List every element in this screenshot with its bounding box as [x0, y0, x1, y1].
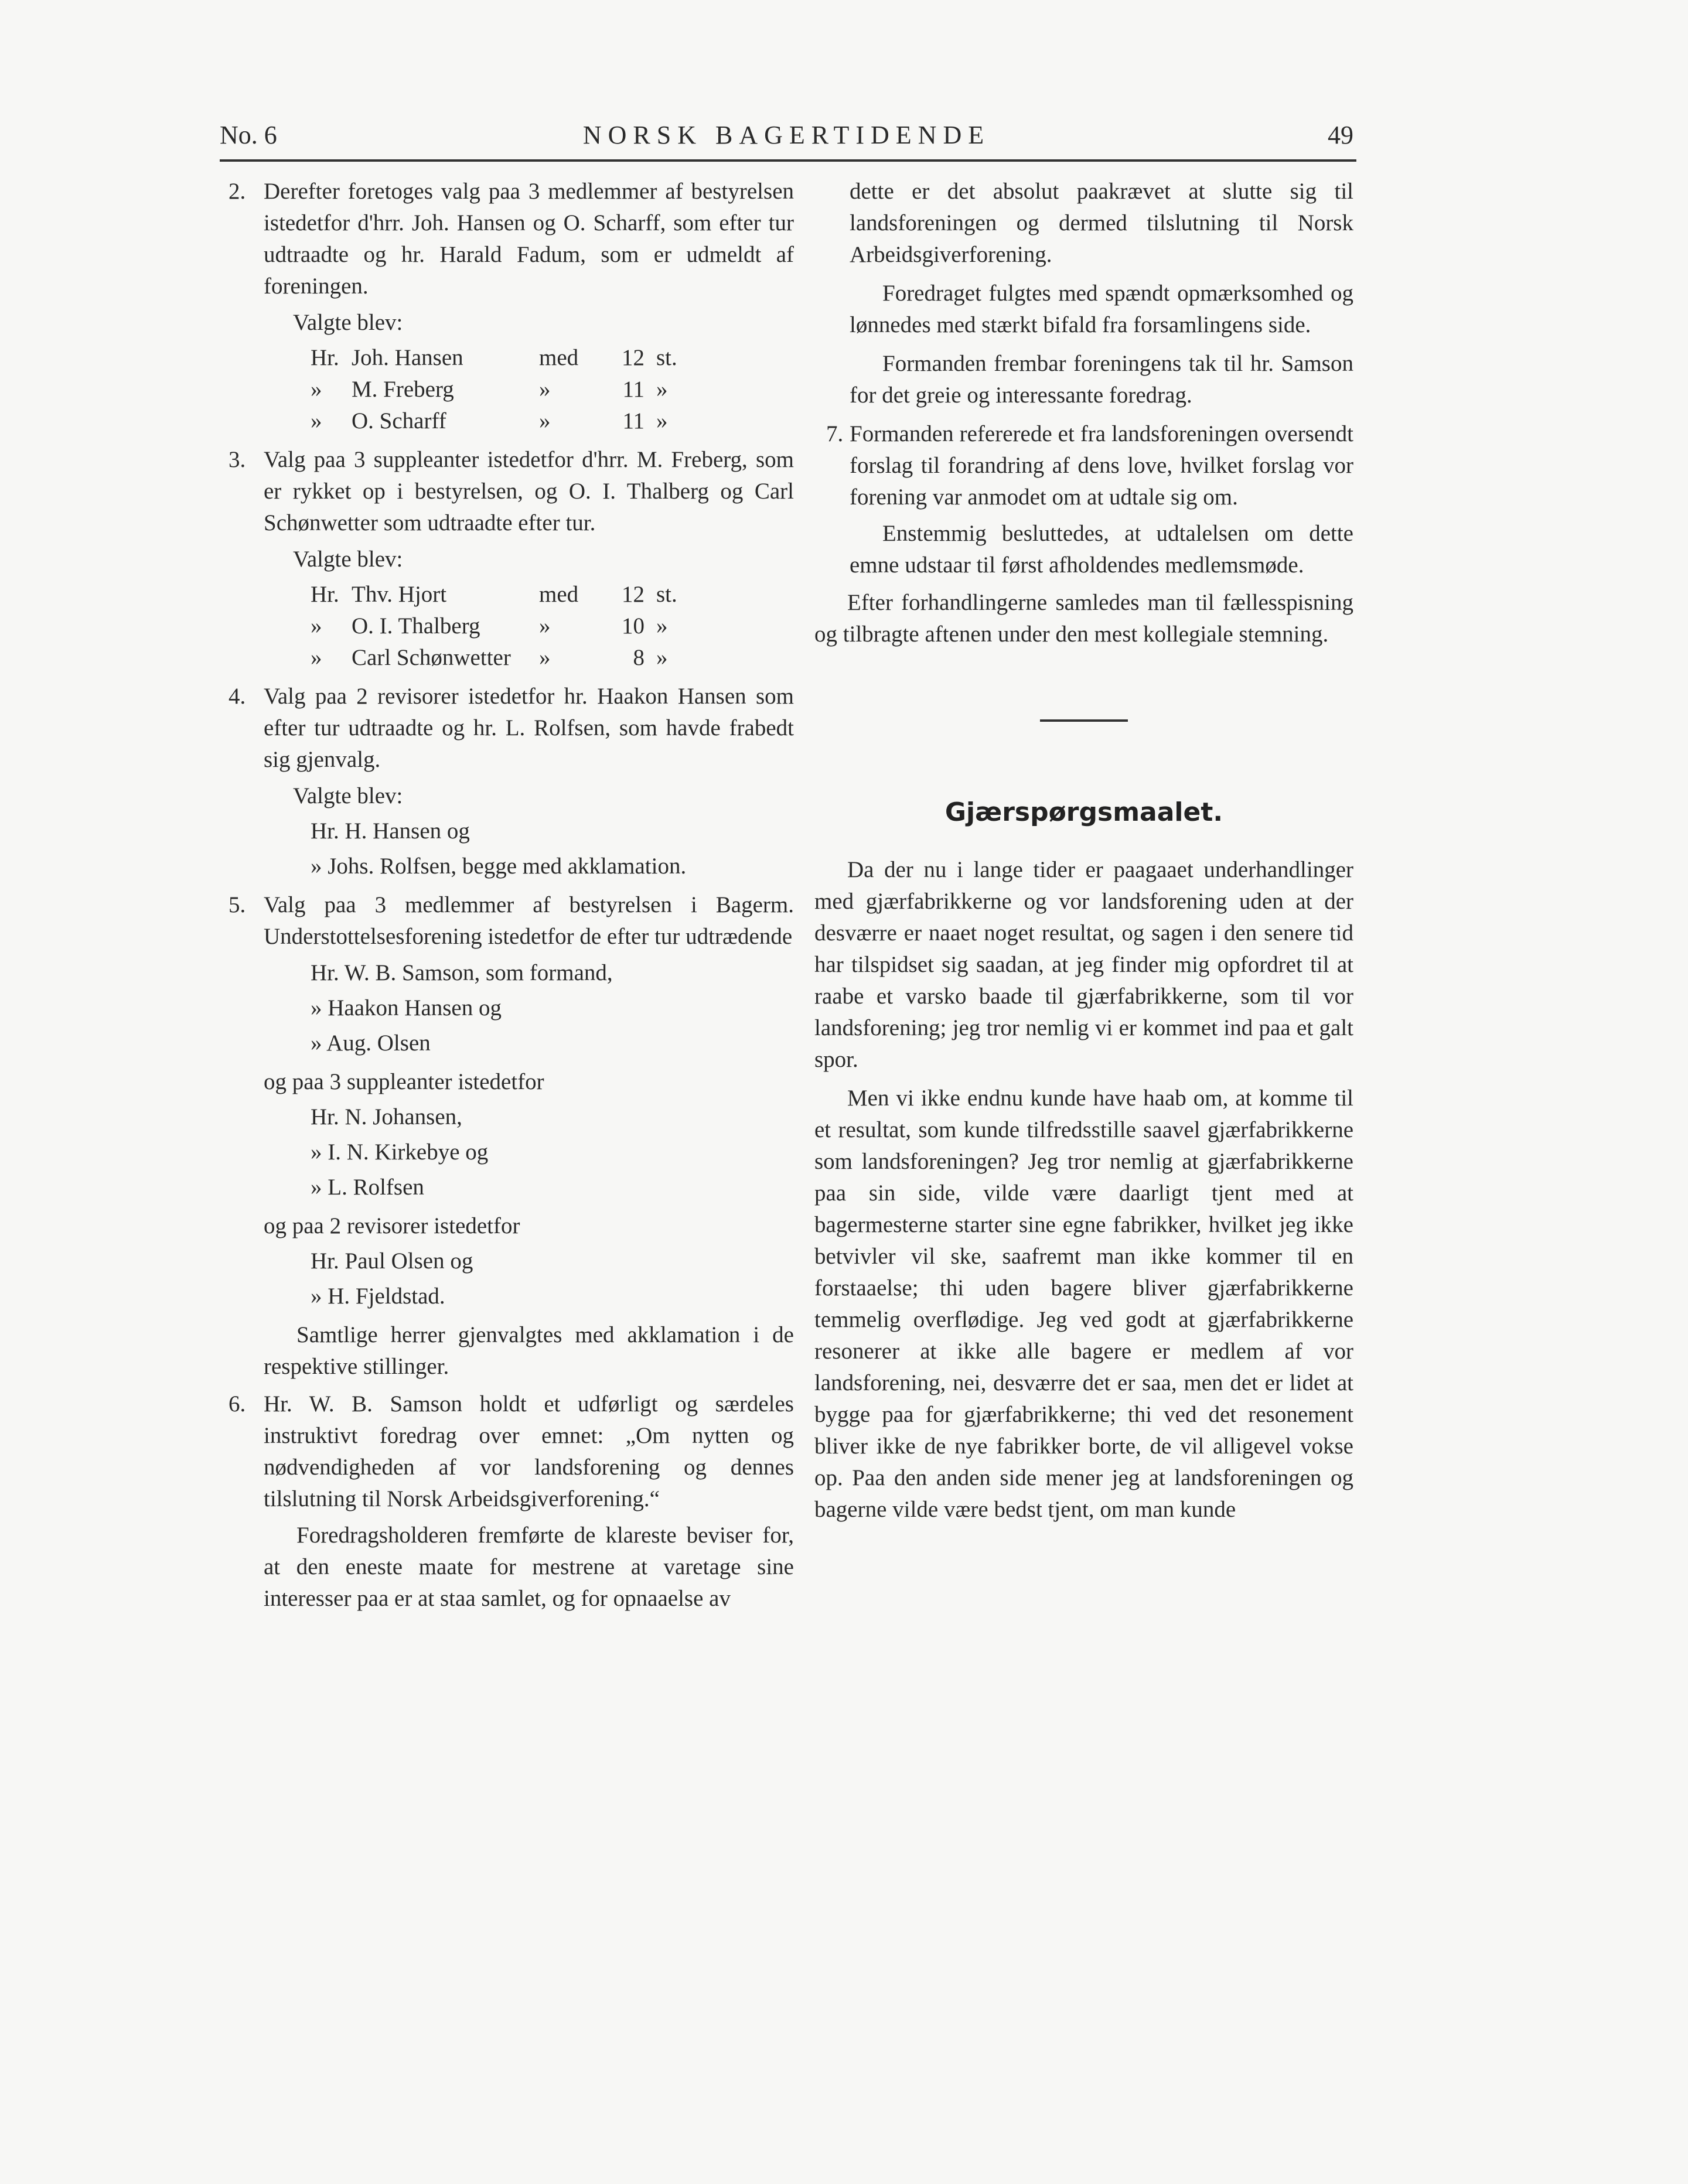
agenda-item-7: [814, 418, 1353, 581]
vote-prefix: »: [311, 377, 322, 402]
vote-prefix: Hr.: [311, 582, 339, 607]
vote-table: [311, 579, 794, 674]
paragraph: Efter forhandlingerne samledes man til fællesspisning og tilbragte aftenen under den mest kollegiale stemning.: [814, 590, 1353, 647]
vote-prefix: »: [311, 408, 322, 434]
vote-unit: st.: [656, 345, 677, 370]
substitute-line: » L. Rolfsen: [311, 1175, 424, 1200]
agenda-item-6: [229, 1388, 794, 1615]
vote-row: [311, 374, 794, 405]
issue-number: No. 6: [220, 121, 277, 149]
paragraph: Foredraget fulgtes med spændt opmærksomhed og lønnedes med stærkt bifald fra forsamlingens side.: [850, 281, 1353, 337]
candidate-name: Thv. Hjort: [352, 582, 447, 607]
elected-label: Valgte blev:: [293, 310, 403, 335]
board-line: » Aug. Olsen: [311, 1030, 431, 1056]
vote-count: 12: [622, 582, 644, 607]
elected-line: » Johs. Rolfsen, begge med akklamation.: [311, 854, 687, 879]
candidate-name: Joh. Hansen: [352, 345, 463, 370]
vote-count: 8: [633, 645, 644, 670]
elected-label: Valgte blev:: [293, 783, 403, 808]
agenda-item-3: [229, 444, 794, 674]
substitutes-list: [311, 1101, 794, 1203]
item-text: Hr. W. B. Samson holdt et udførligt og særdeles instruktivt foredrag over emnet: „Om nytten og nødvendigheden af vor landsforening og dennes tilslutning til Norsk Arbeidsgiverforening.“: [264, 1391, 794, 1511]
item-number: 6.: [229, 1391, 246, 1417]
item-text: Valg paa 3 medlemmer af bestyrelsen i Bagerm. Understottelsesforening istedetfor de efter tur udtrædende: [264, 892, 794, 949]
vote-unit: st.: [656, 582, 677, 607]
vote-unit: »: [656, 377, 668, 402]
elected-list: [311, 815, 794, 882]
agenda-item-4: [229, 681, 794, 882]
auditors-label: og paa 2 revisorer istedetfor: [264, 1213, 520, 1238]
vote-unit: »: [656, 408, 668, 434]
board-line: Hr. W. B. Samson, som formand,: [311, 960, 613, 985]
left-column: [229, 176, 794, 1620]
section-divider: [1040, 719, 1128, 722]
item-text: Valg paa 3 suppleanter istedetfor d'hrr. M. Freberg, som er rykket op i bestyrelsen, og O. I. Thalberg og Carl Schønwetter som udtraadte efter tur.: [264, 447, 794, 535]
agenda-item-2: [229, 176, 794, 437]
vote-count: 12: [622, 345, 644, 370]
substitute-line: Hr. N. Johansen,: [311, 1104, 462, 1129]
vote-row: [311, 342, 794, 374]
elected-line: Hr. H. Hansen og: [311, 818, 470, 844]
board-line: » Haakon Hansen og: [311, 995, 502, 1021]
agenda-item-5: [229, 889, 794, 1383]
vote-med: »: [539, 377, 551, 402]
vote-unit: »: [656, 613, 668, 639]
item-paragraph: Enstemmig besluttedes, at udtalelsen om dette emne udstaar til først afholdendes medlemsmøde.: [850, 521, 1353, 578]
vote-med: »: [539, 408, 551, 434]
publication-title: NORSK BAGERTIDENDE: [582, 121, 991, 149]
vote-row: [311, 610, 794, 642]
vote-med: »: [539, 613, 551, 639]
vote-unit: »: [656, 645, 668, 670]
paragraph: Formanden frembar foreningens tak til hr. Samson for det greie og interessante foredrag.: [850, 351, 1353, 408]
item-number: 5.: [229, 892, 246, 917]
vote-med: med: [539, 345, 579, 370]
item-text: Derefter foretoges valg paa 3 medlemmer af bestyrelsen istedetfor d'hrr. Joh. Hansen og O. Scharff, som efter tur udtraadte og hr. Harald Fadum, som er udmeldt af foreningen.: [264, 179, 794, 299]
running-header: [220, 120, 1353, 155]
auditors-list: [311, 1245, 794, 1312]
vote-prefix: »: [311, 613, 322, 639]
auditor-line: Hr. Paul Olsen og: [311, 1248, 473, 1274]
elected-label: Valgte blev:: [293, 547, 403, 572]
candidate-name: Carl Schønwetter: [352, 645, 511, 670]
vote-row: [311, 405, 794, 437]
vote-table: [311, 342, 794, 437]
item-closing: Samtlige herrer gjenvalgtes med akklamation i de respektive stillinger.: [264, 1322, 794, 1379]
continued-text: dette er det absolut paakrævet at slutte sig til landsforeningen og dermed tilslutning til Norsk Arbeidsgiverforening.: [850, 179, 1353, 267]
item-text: Formanden refererede et fra landsforeningen oversendt forslag til forandring af dens love, hvilket forslag vor forening var anmodet om at udtale sig om.: [850, 421, 1353, 510]
vote-count: 11: [622, 408, 644, 434]
vote-prefix: Hr.: [311, 345, 339, 370]
board-list: [311, 957, 794, 1059]
candidate-name: M. Freberg: [352, 377, 454, 402]
vote-med: med: [539, 582, 579, 607]
article-paragraph: Da der nu i lange tider er paagaaet underhandlinger med gjærfabrikkerne og vor landsforening uden at der desværre er naaet noget resultat, og sagen i den senere tid har tilspidset sig saadan, at jeg finder mig opfordret til at raabe et varsko baade til gjærfabrikkerne, som til vor landsforening; jeg tror nemlig vi er kommet ind paa et galt spor.: [814, 857, 1353, 1072]
article-paragraph: Men vi ikke endnu kunde have haab om, at komme til et resultat, som kunde tilfredsstille saavel gjærfabrikkerne som landsforeningen? Jeg tror nemlig at gjærfabrikkerne paa sin side, vilde være daarligt tjent med at bagermesterne starter sine egne fabrikker, hvilket jeg ikke betvivler vil ske, saafremt man ikke kommer til en forstaaelse; thi uden bagere bliver gjærfabrikkerne temmelig overflødige. Jeg ved godt at gjærfabrikkerne resonerer at ikke alle bagere er medlem af vor landsforening, nei, desværre det er saa, men det er lidet at bygge paa for gjærfabrikkerne; thi ved det resonement bliver ikke de nye fabrikker borte, de vil alligevel vokse op. Paa den anden side mener jeg at landsforeningen og bagerne vilde være bedst tjent, om man kunde: [814, 1086, 1353, 1522]
substitutes-label: og paa 3 suppleanter istedetfor: [264, 1069, 544, 1094]
vote-count: 10: [622, 613, 644, 639]
vote-row: [311, 642, 794, 674]
item-paragraph: Foredragsholderen fremførte de klareste beviser for, at den eneste maate for mestrene at varetage sine interesser paa er at staa samlet, og for opnaaelse av: [264, 1523, 794, 1611]
candidate-name: O. I. Thalberg: [352, 613, 480, 639]
vote-count: 11: [622, 377, 644, 402]
item-text: Valg paa 2 revisorer istedetfor hr. Haakon Hansen som efter tur udtraadte og hr. L. Rolfsen, som havde frabedt sig gjenvalg.: [264, 684, 794, 772]
vote-med: »: [539, 645, 551, 670]
substitute-line: » I. N. Kirkebye og: [311, 1139, 489, 1165]
item-number: 2.: [229, 179, 246, 204]
auditor-line: » H. Fjeldstad.: [311, 1284, 445, 1309]
item-number: 4.: [229, 684, 246, 709]
right-column: [814, 176, 1353, 1533]
item-number: 3.: [229, 447, 246, 472]
vote-prefix: »: [311, 645, 322, 670]
vote-row: [311, 579, 794, 610]
item-number: 7.: [826, 421, 844, 446]
header-rule: [220, 159, 1356, 162]
article-heading: Gjærspørgsmaalet.: [944, 797, 1223, 827]
page-number: 49: [1328, 121, 1353, 149]
candidate-name: O. Scharff: [352, 408, 446, 434]
